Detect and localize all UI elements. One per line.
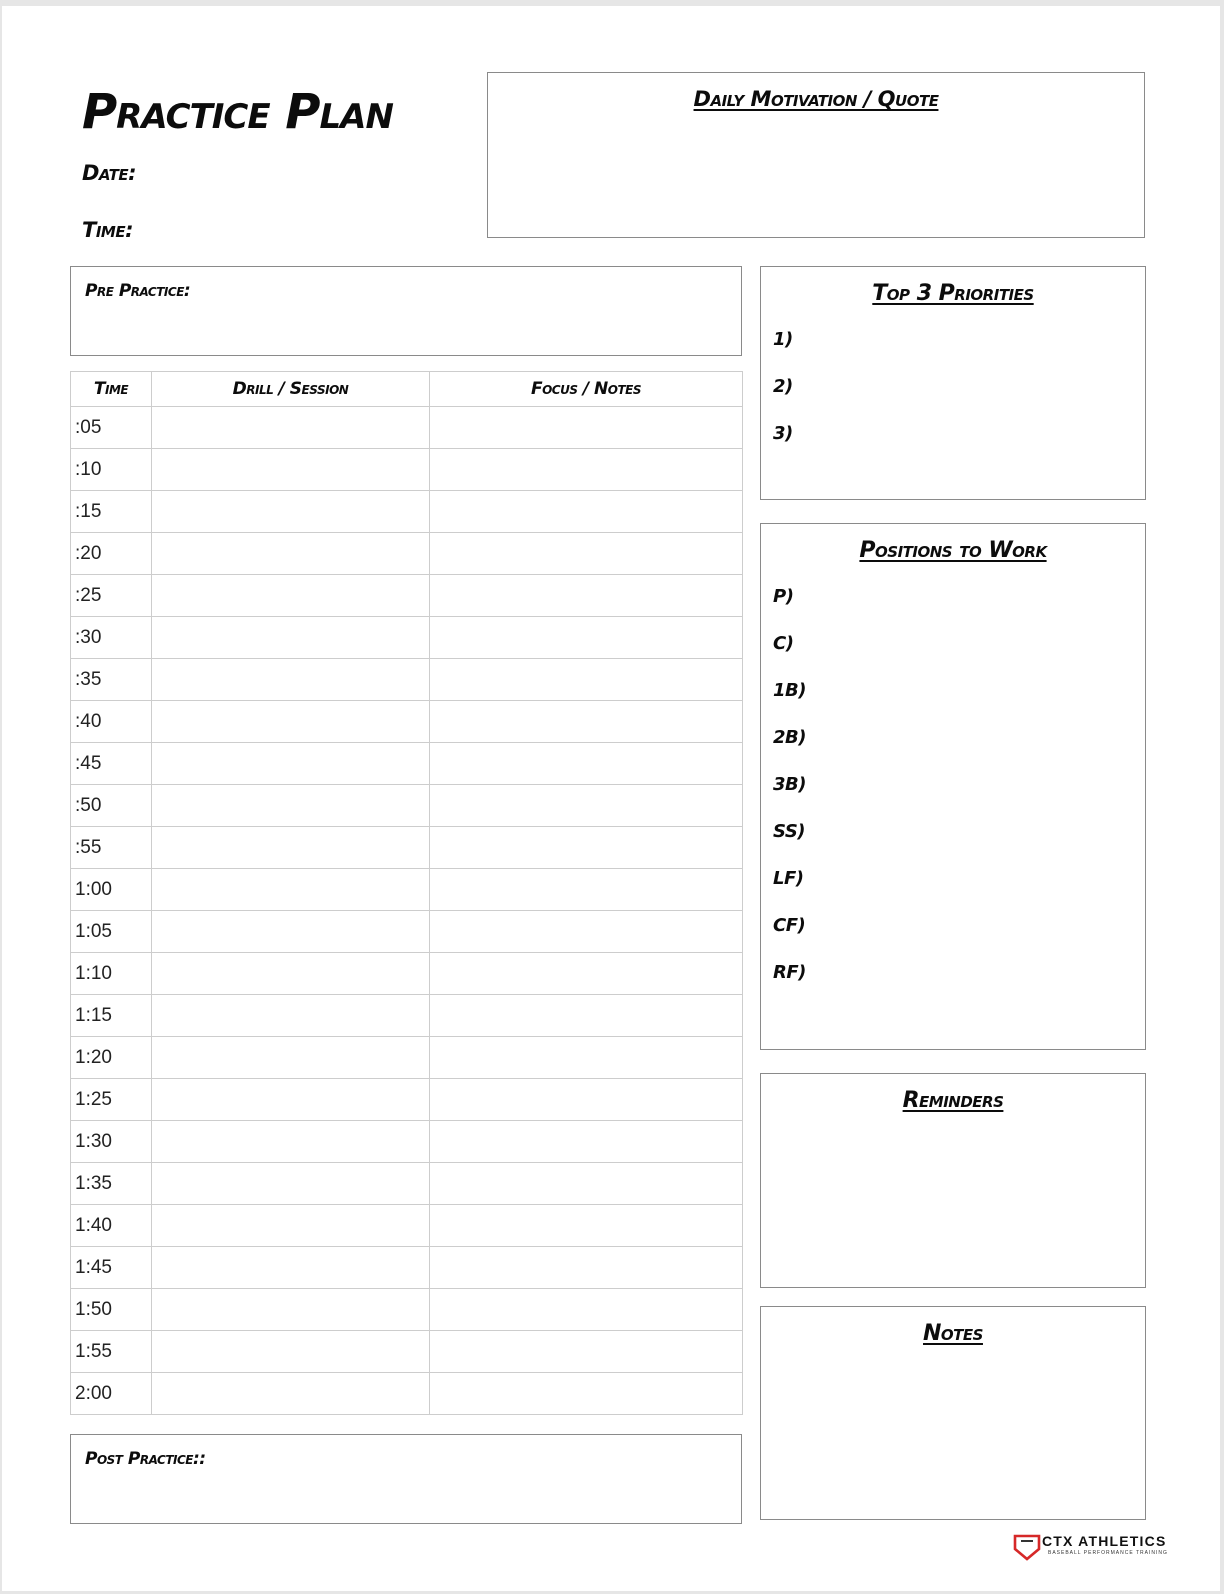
focus-cell[interactable] xyxy=(430,659,743,701)
drill-cell[interactable] xyxy=(152,1037,430,1079)
home-plate-icon xyxy=(1012,1532,1042,1562)
time-cell: 1:30 xyxy=(71,1121,152,1163)
list-item: 1) xyxy=(773,329,793,350)
focus-cell[interactable] xyxy=(430,407,743,449)
time-cell: 1:50 xyxy=(71,1289,152,1331)
notes-title: Notes xyxy=(923,1321,983,1346)
date-label: Date: xyxy=(82,161,136,185)
table-row xyxy=(71,533,743,575)
table-row xyxy=(71,1331,743,1373)
page xyxy=(2,6,1220,1591)
drill-cell[interactable] xyxy=(152,1205,430,1247)
drill-cell[interactable] xyxy=(152,827,430,869)
table-row xyxy=(71,995,743,1037)
focus-cell[interactable] xyxy=(430,1373,743,1415)
drill-cell[interactable] xyxy=(152,701,430,743)
drill-cell[interactable] xyxy=(152,1079,430,1121)
drill-cell[interactable] xyxy=(152,953,430,995)
post-practice-label: Post Practice:: xyxy=(85,1449,206,1469)
table-row xyxy=(71,953,743,995)
drill-cell[interactable] xyxy=(152,491,430,533)
table-row xyxy=(71,1037,743,1079)
post-practice-box[interactable] xyxy=(70,1434,742,1524)
time-cell: 1:40 xyxy=(71,1205,152,1247)
time-cell: 1:55 xyxy=(71,1331,152,1373)
focus-cell[interactable] xyxy=(430,1079,743,1121)
focus-cell[interactable] xyxy=(430,827,743,869)
table-row xyxy=(71,1247,743,1289)
time-cell: 1:20 xyxy=(71,1037,152,1079)
list-item: RF) xyxy=(773,962,806,983)
schedule-header-row xyxy=(71,372,743,407)
time-cell: 1:25 xyxy=(71,1079,152,1121)
table-row xyxy=(71,659,743,701)
focus-cell[interactable] xyxy=(430,617,743,659)
drill-cell[interactable] xyxy=(152,1331,430,1373)
column-header-time: Time xyxy=(71,372,152,407)
time-cell: 1:05 xyxy=(71,911,152,953)
time-cell: 1:45 xyxy=(71,1247,152,1289)
list-item: 2B) xyxy=(773,727,806,748)
drill-cell[interactable] xyxy=(152,659,430,701)
drill-cell[interactable] xyxy=(152,1247,430,1289)
focus-cell[interactable] xyxy=(430,491,743,533)
focus-cell[interactable] xyxy=(430,785,743,827)
time-cell: :05 xyxy=(71,407,152,449)
time-cell: 1:10 xyxy=(71,953,152,995)
drill-cell[interactable] xyxy=(152,1373,430,1415)
time-cell: :10 xyxy=(71,449,152,491)
table-row xyxy=(71,827,743,869)
ctx-athletics-logo xyxy=(1012,1532,1168,1566)
time-cell: 1:00 xyxy=(71,869,152,911)
time-cell: :55 xyxy=(71,827,152,869)
time-cell: :35 xyxy=(71,659,152,701)
page-title: Practice Plan xyxy=(82,84,393,140)
drill-cell[interactable] xyxy=(152,575,430,617)
logo-tagline: BASEBALL PERFORMANCE TRAINING xyxy=(1048,1550,1168,1556)
drill-cell[interactable] xyxy=(152,785,430,827)
table-row xyxy=(71,575,743,617)
column-header-focus: Focus / Notes xyxy=(430,372,743,407)
drill-cell[interactable] xyxy=(152,1163,430,1205)
time-cell: :45 xyxy=(71,743,152,785)
table-row xyxy=(71,785,743,827)
pre-practice-box[interactable] xyxy=(70,266,742,356)
table-row xyxy=(71,911,743,953)
table-row xyxy=(71,743,743,785)
table-row xyxy=(71,407,743,449)
focus-cell[interactable] xyxy=(430,1037,743,1079)
table-row xyxy=(71,491,743,533)
time-cell: :25 xyxy=(71,575,152,617)
focus-cell[interactable] xyxy=(430,995,743,1037)
time-cell: 2:00 xyxy=(71,1373,152,1415)
drill-cell[interactable] xyxy=(152,911,430,953)
table-row xyxy=(71,1121,743,1163)
drill-cell[interactable] xyxy=(152,617,430,659)
table-row xyxy=(71,1373,743,1415)
list-item: P) xyxy=(773,586,794,607)
focus-cell[interactable] xyxy=(430,743,743,785)
quote-box[interactable] xyxy=(487,72,1145,238)
notes-box[interactable] xyxy=(760,1306,1146,1520)
focus-cell[interactable] xyxy=(430,1289,743,1331)
time-cell: :20 xyxy=(71,533,152,575)
column-header-drill: Drill / Session xyxy=(152,372,430,407)
positions-title: Positions to Work xyxy=(859,538,1047,563)
drill-cell[interactable] xyxy=(152,407,430,449)
priorities-title: Top 3 Priorities xyxy=(872,281,1034,306)
schedule-table xyxy=(70,371,743,1415)
time-cell: 1:35 xyxy=(71,1163,152,1205)
table-row xyxy=(71,617,743,659)
focus-cell[interactable] xyxy=(430,953,743,995)
table-row xyxy=(71,869,743,911)
logo-name: CTX ATHLETICS xyxy=(1042,1533,1167,1549)
focus-cell[interactable] xyxy=(430,1247,743,1289)
drill-cell[interactable] xyxy=(152,533,430,575)
reminders-title: Reminders xyxy=(902,1088,1004,1113)
focus-cell[interactable] xyxy=(430,701,743,743)
time-cell: 1:15 xyxy=(71,995,152,1037)
table-row xyxy=(71,701,743,743)
table-row xyxy=(71,1205,743,1247)
time-label: Time: xyxy=(82,218,133,242)
list-item: 2) xyxy=(773,376,793,397)
time-cell: :40 xyxy=(71,701,152,743)
drill-cell[interactable] xyxy=(152,1289,430,1331)
table-row xyxy=(71,1163,743,1205)
focus-cell[interactable] xyxy=(430,1121,743,1163)
focus-cell[interactable] xyxy=(430,449,743,491)
pre-practice-label: Pre Practice: xyxy=(85,281,191,301)
priorities-box[interactable] xyxy=(760,266,1146,500)
table-row xyxy=(71,449,743,491)
table-row xyxy=(71,1289,743,1331)
list-item: 3) xyxy=(773,423,793,444)
focus-cell[interactable] xyxy=(430,1205,743,1247)
list-item: 3B) xyxy=(773,774,806,795)
list-item: CF) xyxy=(773,915,806,936)
list-item: C) xyxy=(773,633,794,654)
focus-cell[interactable] xyxy=(430,533,743,575)
focus-cell[interactable] xyxy=(430,1331,743,1373)
focus-cell[interactable] xyxy=(430,575,743,617)
focus-cell[interactable] xyxy=(430,911,743,953)
drill-cell[interactable] xyxy=(152,995,430,1037)
positions-box[interactable] xyxy=(760,523,1146,1050)
reminders-box[interactable] xyxy=(760,1073,1146,1288)
schedule-body xyxy=(71,407,743,1415)
drill-cell[interactable] xyxy=(152,449,430,491)
focus-cell[interactable] xyxy=(430,1163,743,1205)
time-cell: :50 xyxy=(71,785,152,827)
list-item: LF) xyxy=(773,868,804,889)
time-cell: :15 xyxy=(71,491,152,533)
quote-box-title: Daily Motivation / Quote xyxy=(693,87,939,111)
focus-cell[interactable] xyxy=(430,869,743,911)
drill-cell[interactable] xyxy=(152,1121,430,1163)
table-row xyxy=(71,1079,743,1121)
drill-cell[interactable] xyxy=(152,869,430,911)
time-cell: :30 xyxy=(71,617,152,659)
drill-cell[interactable] xyxy=(152,743,430,785)
list-item: SS) xyxy=(773,821,806,842)
list-item: 1B) xyxy=(773,680,806,701)
